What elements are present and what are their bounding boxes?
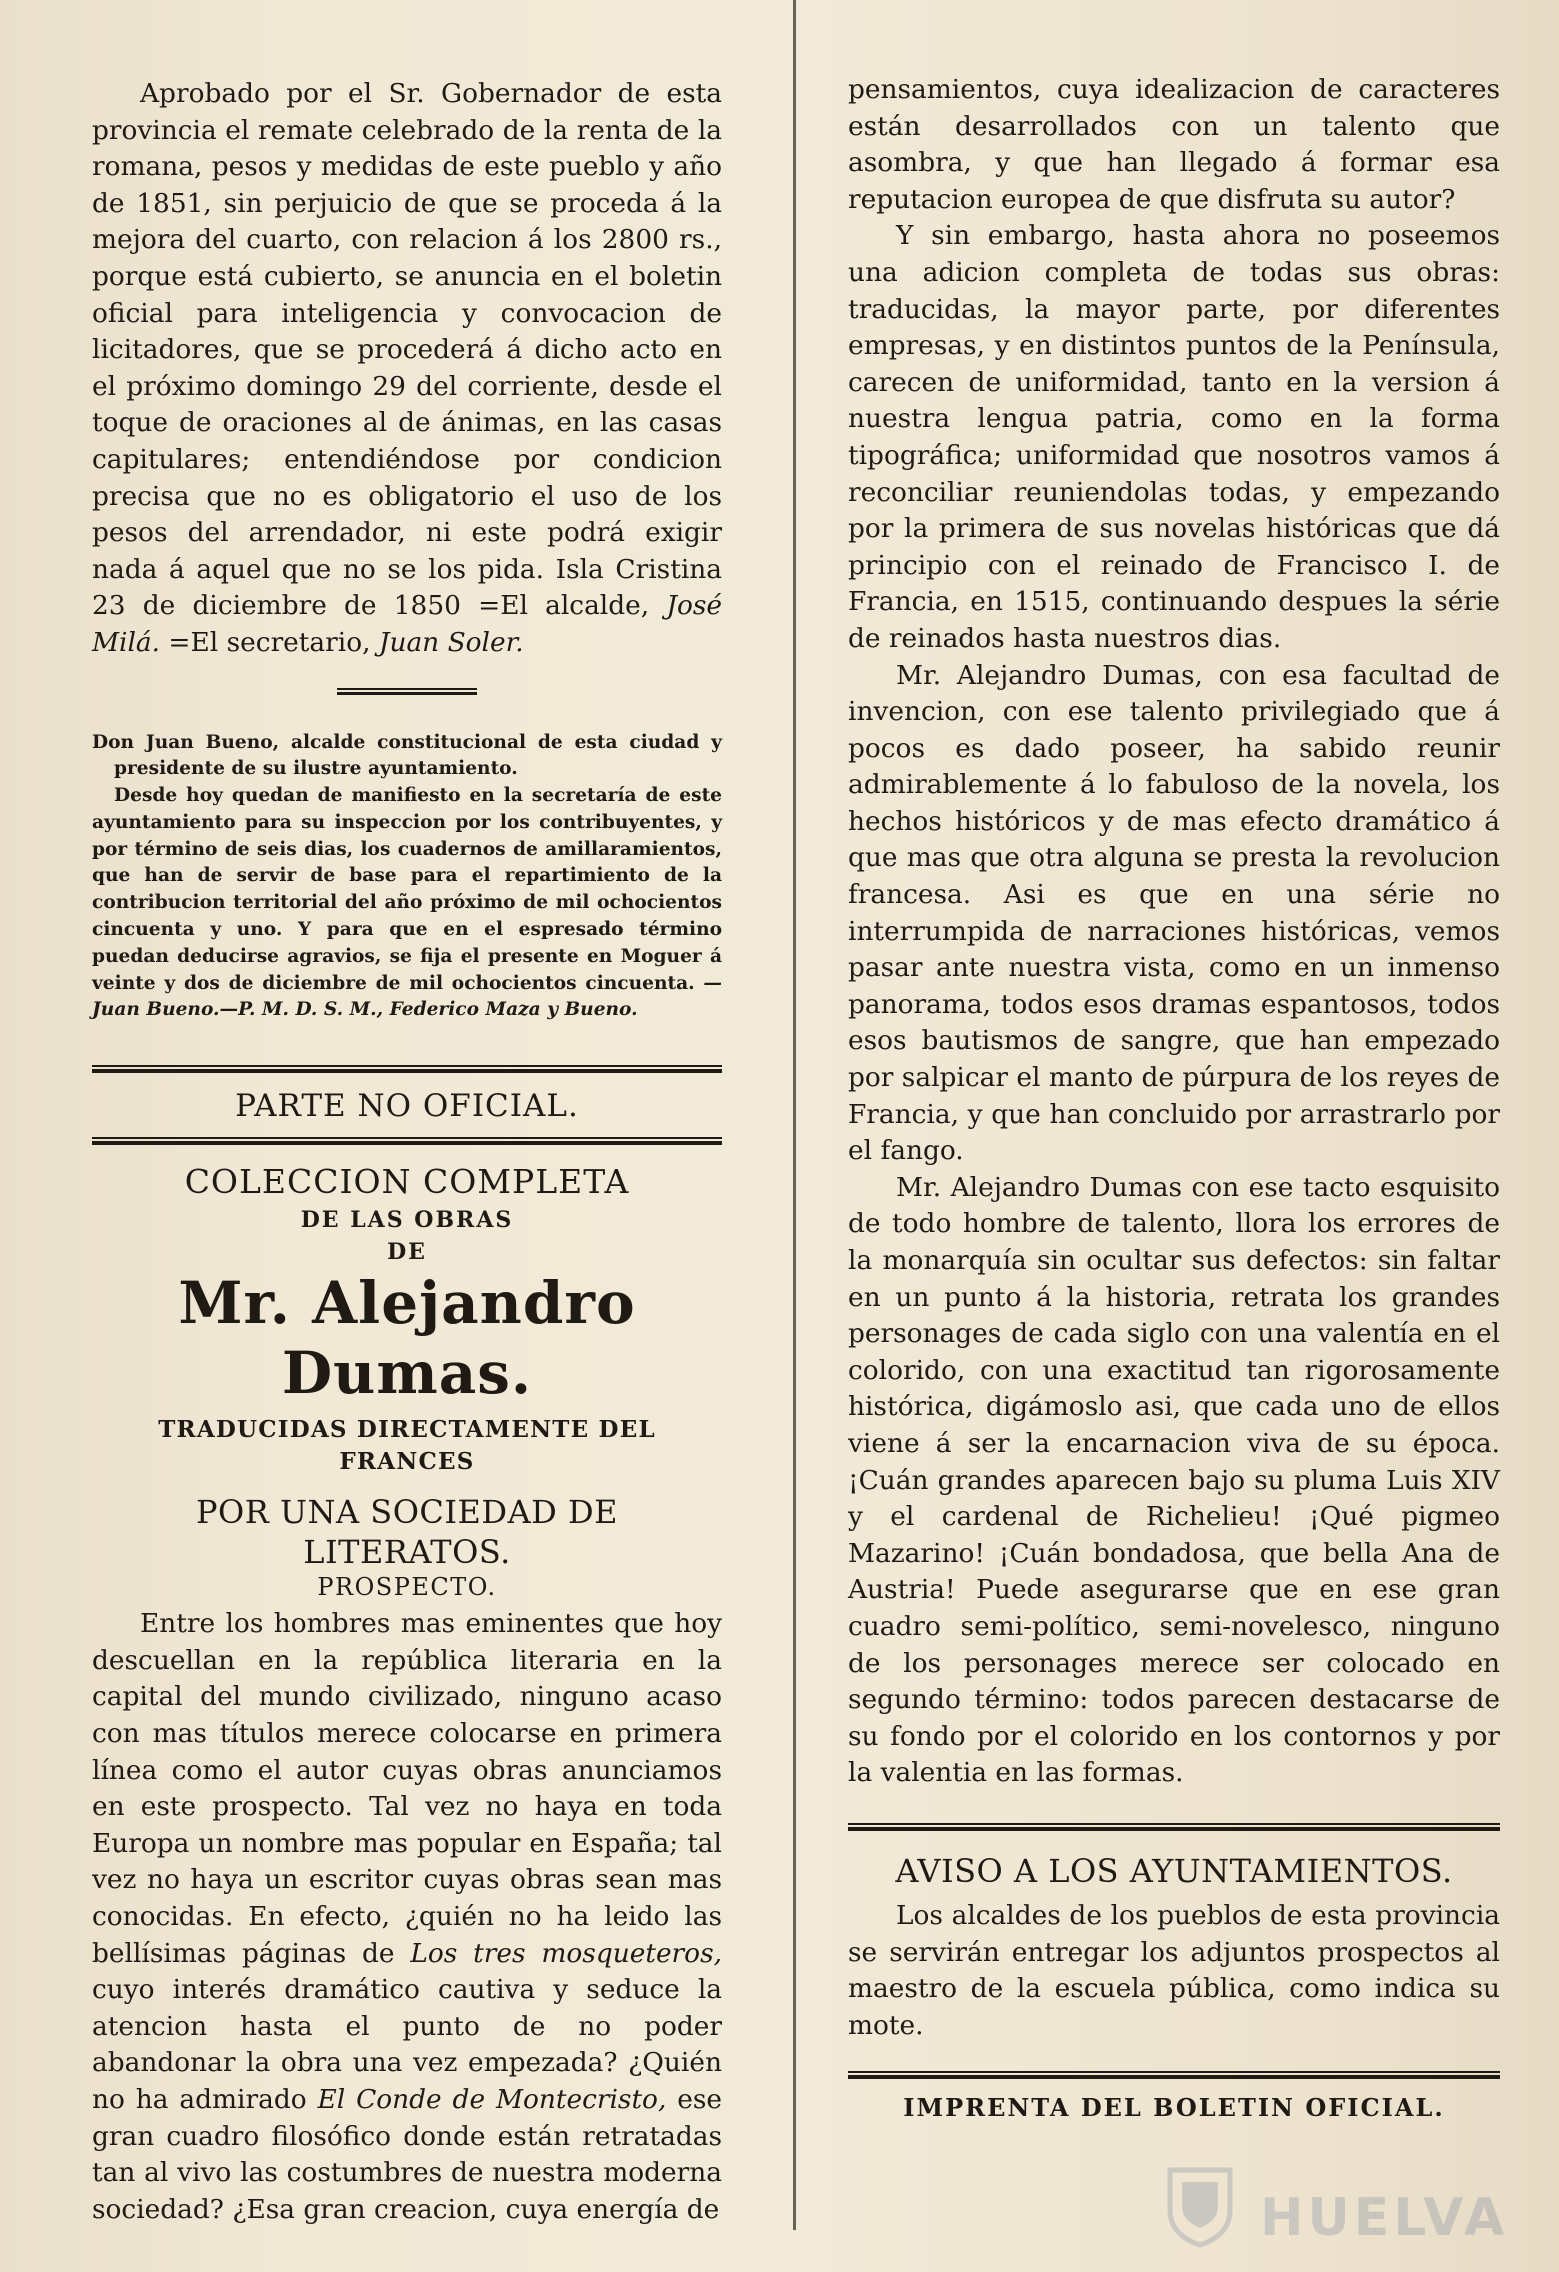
huelva-watermark: [1150, 2160, 1509, 2250]
column-divider: [793, 0, 796, 2230]
book-title-mosqueteros: Los tres mosqueteros,: [410, 1937, 722, 1969]
aviso-rule-top: [848, 1822, 1500, 1832]
right-column: [848, 0, 1500, 2124]
prospecto-paragraph-2: Y sin embargo, hasta ahora no poseemos una adicion completa de todas sus obras: traducidas, la mayor parte, por diferentes empresas, y en distintos puntos de la Península, carecen de uniformidad, tanto en la version á nuestra lengua patria, como en la forma tipográfica; uniformidad que nosotros vamos á reconciliar reuniendolas todas, y empezando por la primera de sus novelas históricas que dá principio con el reinado de Francisco I. de Francia, en 1515, continuando despues la série de reinados hasta nuestros dias.: [848, 220, 1500, 654]
crest-icon: [1150, 2160, 1250, 2250]
left-column: [92, 0, 722, 2228]
title-traducidas: TRADUCIDAS DIRECTAMENTE DEL FRANCES: [158, 1416, 656, 1476]
aviso-body: Los alcaldes de los pueblos de esta provincia se servirán entregar los adjuntos prospectos al maestro de la escuela pública, como indica su mote.: [848, 1899, 1500, 2041]
prospecto-paragraph-1: Entre los hombres mas eminentes que hoy descuellan en la república literaria en la capital del mundo civilizado, ninguno acaso con mas títulos merece colocarse en primera línea como el autor cuyas obras anunciamos en este prospecto. Tal vez no haya en toda Europa un nombre mas popular en España; tal vez no haya un escritor cuyas obras sean mas conocidas. En efecto, ¿quién no ha leido las bellísimas páginas de Los tres mosqueteros, cuyo interés dramático cautiva y seduce la atencion hasta el punto de no poder abandonar la obra una vez empezada? ¿Quién no ha admirado El Conde de Montecristo, ese gran cuadro filosófico donde están retratadas tan al vivo las costumbres de nuestra moderna sociedad? ¿Esa gran creacion, cuya energía de: [92, 1608, 723, 2225]
title-de: DE: [387, 1239, 427, 1266]
title-coleccion: COLECCION COMPLETA: [184, 1162, 630, 1202]
imprenta-footer: IMPRENTA DEL BOLETIN OFICIAL.: [903, 2093, 1445, 2123]
notice-bueno-signature: —Juan Bueno.—P. M. D. S. M., Federico Maza y Bueno.: [92, 972, 722, 1021]
title-author: Mr. Alejandro Dumas.: [178, 1269, 636, 1408]
imprenta-rule: [848, 2070, 1500, 2080]
book-title-montecristo: El Conde de Montecristo,: [317, 2083, 667, 2115]
title-sociedad: POR UNA SOCIEDAD DE LITERATOS.: [195, 1493, 619, 1572]
secretario-name: Juan Soler.: [378, 626, 524, 658]
aviso-title: AVISO A LOS AYUNTAMIENTOS.: [895, 1851, 1453, 1890]
section-title: PARTE NO OFICIAL.: [235, 1088, 579, 1125]
notice-bueno-head: Don Juan Bueno, alcalde constitucional de esta ciudad y presidente de su ilustre ayuntamiento.: [92, 731, 722, 780]
notice-bueno-body: Desde hoy quedan de manifiesto en la secretaría de este ayuntamiento para su inspeccion por los contribuyentes, y por término de seis dias, los cuadernos de amillaramientos, que han de servir de base para el repartimiento de la contribucion territorial del año próximo de mil ochocientos cincuenta y uno. Y para que en el espresado término puedan deducirse agravios, se fija el presente en Moguer á veinte y dos de diciembre de mil ochocientos cincuenta. —Juan Bueno.—P. M. D. S. M., Federico Maza y Bueno.: [92, 785, 722, 1021]
watermark-text: HUELVA: [1260, 2188, 1509, 2248]
prospecto-continuation: pensamientos, cuya idealizacion de caracteres están desarrollados con un talento que asombra, y que han llegado á formar esa reputacion europea de que disfruta su autor?: [848, 74, 1500, 215]
section-rule-top: [92, 1064, 722, 1074]
notice-remate: Aprobado por el Sr. Gobernador de esta provincia el remate celebrado de la renta de la romana, pesos y medidas de este pueblo y año de 1851, sin perjuicio de que se proceda á la mejora del cuarto, con relacion á los 2800 rs., porque está cubierto, se anuncia en el boletin oficial para inteligencia y convocacion de licitadores, que se procederá á dicho acto en el próximo domingo 29 del corriente, desde el toque de oraciones al de ánimas, en las casas capitulares; entendiéndose por condicion precisa que no es obligatorio el uso de los pesos del arrendador, ni este podrá exigir nada á aquel que no se los pida. Isla Cristina 23 de diciembre de 1850 =El alcalde, José Milá. =El secretario, Juan Soler.: [92, 78, 722, 658]
title-prospecto: PROSPECTO.: [317, 1573, 497, 1602]
alcalde-name: José Milá.: [92, 590, 722, 658]
short-separator: [337, 688, 477, 696]
section-rule-bottom: [92, 1136, 722, 1146]
title-obras: DE LAS OBRAS: [300, 1207, 514, 1234]
prospecto-paragraph-4: Mr. Alejandro Dumas con ese tacto esquisito de todo hombre de talento, llora los errores de la monarquía sin ocultar sus defectos: sin faltar en un punto á la historia, retrata los grandes personages de cada siglo con una valentía en el colorido, con una exactitud tan rigorosamente histórica, digámoslo asi, que cada uno de ellos viene á ser la encarnacion viva de su época. ¡Cuán grandes aparecen bajo su pluma Luis XIV y el cardenal de Richelieu! ¡Qué pigmeo Mazarino! ¡Cuán bondadosa, que bella Ana de Austria! Puede asegurarse que en ese gran cuadro semi-político, semi-novelesco, ninguno de los personages merece ser colocado en segundo término: todos parecen destacarse de su fondo por el colorido en los contornos y por la valentia en las formas.: [848, 1171, 1500, 1789]
prospecto-paragraph-3: Mr. Alejandro Dumas, con esa facultad de invencion, con ese talento privilegiado que á pocos es dado poseer, ha sabido reunir admirablemente á lo fabuloso de la novela, los hechos históricos y de mas efecto dramático á que mas que otra alguna se presta la revolucion francesa. Asi es que en una série no interrumpida de narraciones históricas, vemos pasar ante nuestra vista, como en un inmenso panorama, todos esos dramas espantosos, todos esos bautismos de sangre, que han empezado por salpicar el manto de púrpura de los reyes de Francia, y que han concluido por arrastrarlo por el fango.: [848, 659, 1500, 1167]
